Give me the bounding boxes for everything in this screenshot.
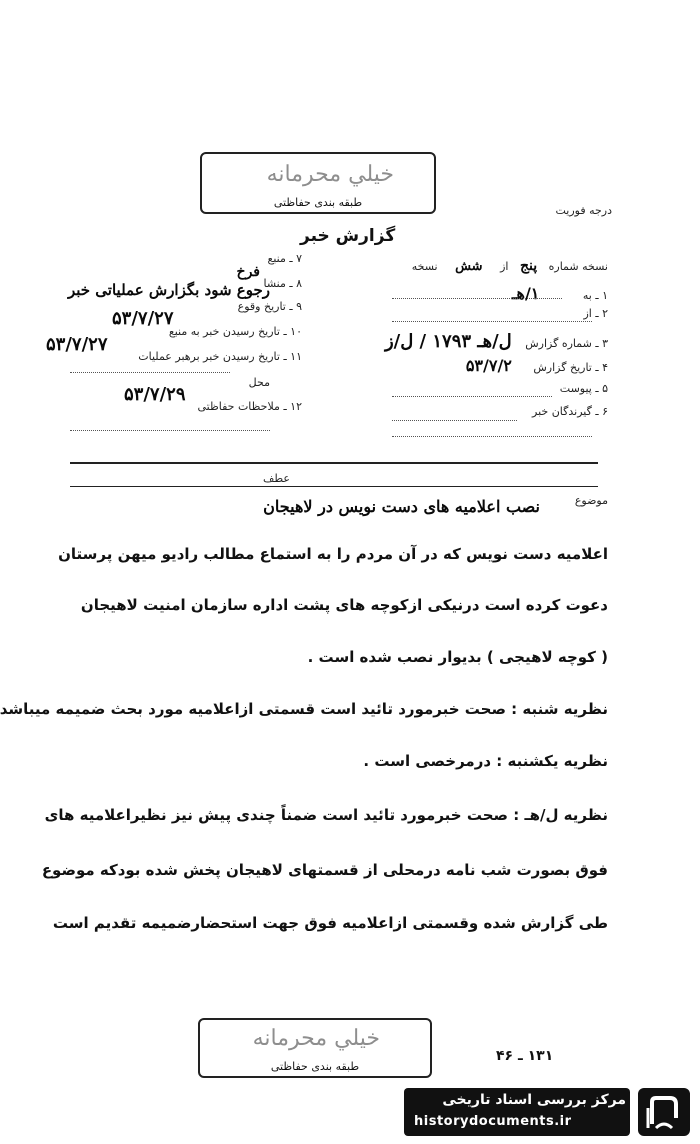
body-line: اعلامیه دست نویس که در آن مردم را به استماع مطالب رادیو میهن پرستان — [58, 545, 608, 563]
form-item-origin: ۸ ـ منشا — [263, 277, 302, 290]
form-item-report-number: ۳ ـ شماره گزارش ل/هـ ۱۷۹۳ / ل/ز — [384, 331, 608, 352]
watermark-title: مرکز بررسی اسناد تاریخی — [442, 1092, 626, 1108]
form-item-source-received: ۱۰ ـ تاریخ رسیدن خبر به منبع — [168, 325, 302, 338]
bottom-classification-stamp — [198, 1018, 432, 1078]
form-item-to: ۱ ـ به ۱/هـ — [511, 284, 608, 303]
form-item-source: ۷ ـ منبع — [267, 252, 302, 265]
fill-line — [70, 430, 270, 431]
priority-label: درجه فوریت — [555, 204, 612, 217]
form-item-attachment: ۵ ـ پیوست — [559, 382, 608, 395]
copy-of: از — [500, 260, 509, 273]
fill-line — [70, 372, 230, 373]
report-date-value: ۵۳/۷/۲ — [465, 356, 512, 375]
document-logo-icon — [638, 1088, 690, 1136]
fill-line — [392, 436, 592, 437]
body-line: نظریه ل/هـ : صحت خبرمورد تائید است ضمناً چندی پیش نیز نظیراعلامیه های — [44, 806, 608, 824]
body-line: نظریه شنبه : صحت خبرمورد تائید است قسمتی ازاعلامیه مورد بحث ضمیمه میباشد — [0, 700, 608, 718]
document-number: ۱۳۱ ـ ۴۶ — [496, 1048, 554, 1064]
form-item-security-notes: ۱۲ ـ ملاحظات حفاظتی — [197, 400, 302, 413]
subject-text: نصب اعلامیه های دست نویس در لاهیجان — [263, 497, 540, 516]
copy-number-line — [412, 258, 608, 274]
copy-number: پنج — [519, 258, 538, 274]
subject-label: موضوع — [574, 494, 608, 507]
report-title: گزارش خبر — [300, 226, 396, 246]
fill-line — [392, 420, 517, 421]
form-item-report-date: ۴ ـ تاریخ گزارش ۵۳/۷/۲ — [465, 356, 608, 375]
body-line: ( کوچه لاهیجی ) بدیوار نصب شده است . — [307, 648, 608, 666]
origin-value: فرخ — [236, 264, 260, 280]
reference-label: عطف — [263, 472, 290, 485]
copy-total: شش — [455, 259, 483, 274]
fill-line — [392, 321, 592, 322]
security-note-value: ۵۳/۷/۲۹ — [124, 384, 186, 405]
stamp-caption: طبقه بندی حفاظتی — [273, 196, 363, 209]
fill-line — [392, 298, 562, 299]
copy-total-label: نسخه — [411, 260, 438, 273]
form-item-event-date: ۹ ـ تاریخ وقوع — [237, 300, 302, 313]
event-date-value: ۵۳/۷/۲۷ — [112, 308, 174, 329]
body-line: فوق بصورت شب نامه درمحلی از قسمتهای لاهیجان پخش شده بودکه موضوع — [41, 861, 608, 879]
source-received-value: ۵۳/۷/۲۷ — [46, 334, 108, 355]
top-classification-stamp — [200, 152, 436, 214]
form-item-location: محل — [248, 376, 270, 389]
watermark — [404, 1084, 694, 1140]
form-item-ops-received: ۱۱ ـ تاریخ رسیدن خبر برهبر عملیات — [138, 350, 302, 363]
body-line: دعوت کرده است درنیکی ازکوچه های پشت اداره سازمان امنیت لاهیجان — [80, 596, 608, 614]
stamp-caption: طبقه بندی حفاظتی — [270, 1060, 360, 1073]
divider — [70, 486, 598, 487]
stamp-scribble: خيلي محرمانه — [266, 162, 394, 187]
report-number-value: ل/هـ ۱۷۹۳ / ل/ز — [384, 331, 512, 352]
referral-note: رجوع شود بگزارش عملیاتی خبر — [68, 281, 270, 299]
copy-label: نسخه شماره — [548, 260, 608, 273]
divider — [70, 462, 598, 464]
watermark-url: historydocuments.ir — [414, 1114, 572, 1129]
body-line: نظریه یکشنبه : درمرخصی است . — [363, 752, 608, 770]
to-value: ۱/هـ — [511, 284, 540, 303]
fill-line — [392, 396, 552, 397]
body-line: طی گزارش شده وقسمتی ازاعلامیه فوق جهت استحضارضمیمه تقدیم است — [52, 914, 608, 932]
form-item-recipients: ۶ ـ گیرندگان خبر — [532, 405, 608, 418]
form-item-from: ۲ ـ از — [583, 307, 608, 320]
stamp-scribble: خيلي محرمانه — [252, 1026, 380, 1051]
